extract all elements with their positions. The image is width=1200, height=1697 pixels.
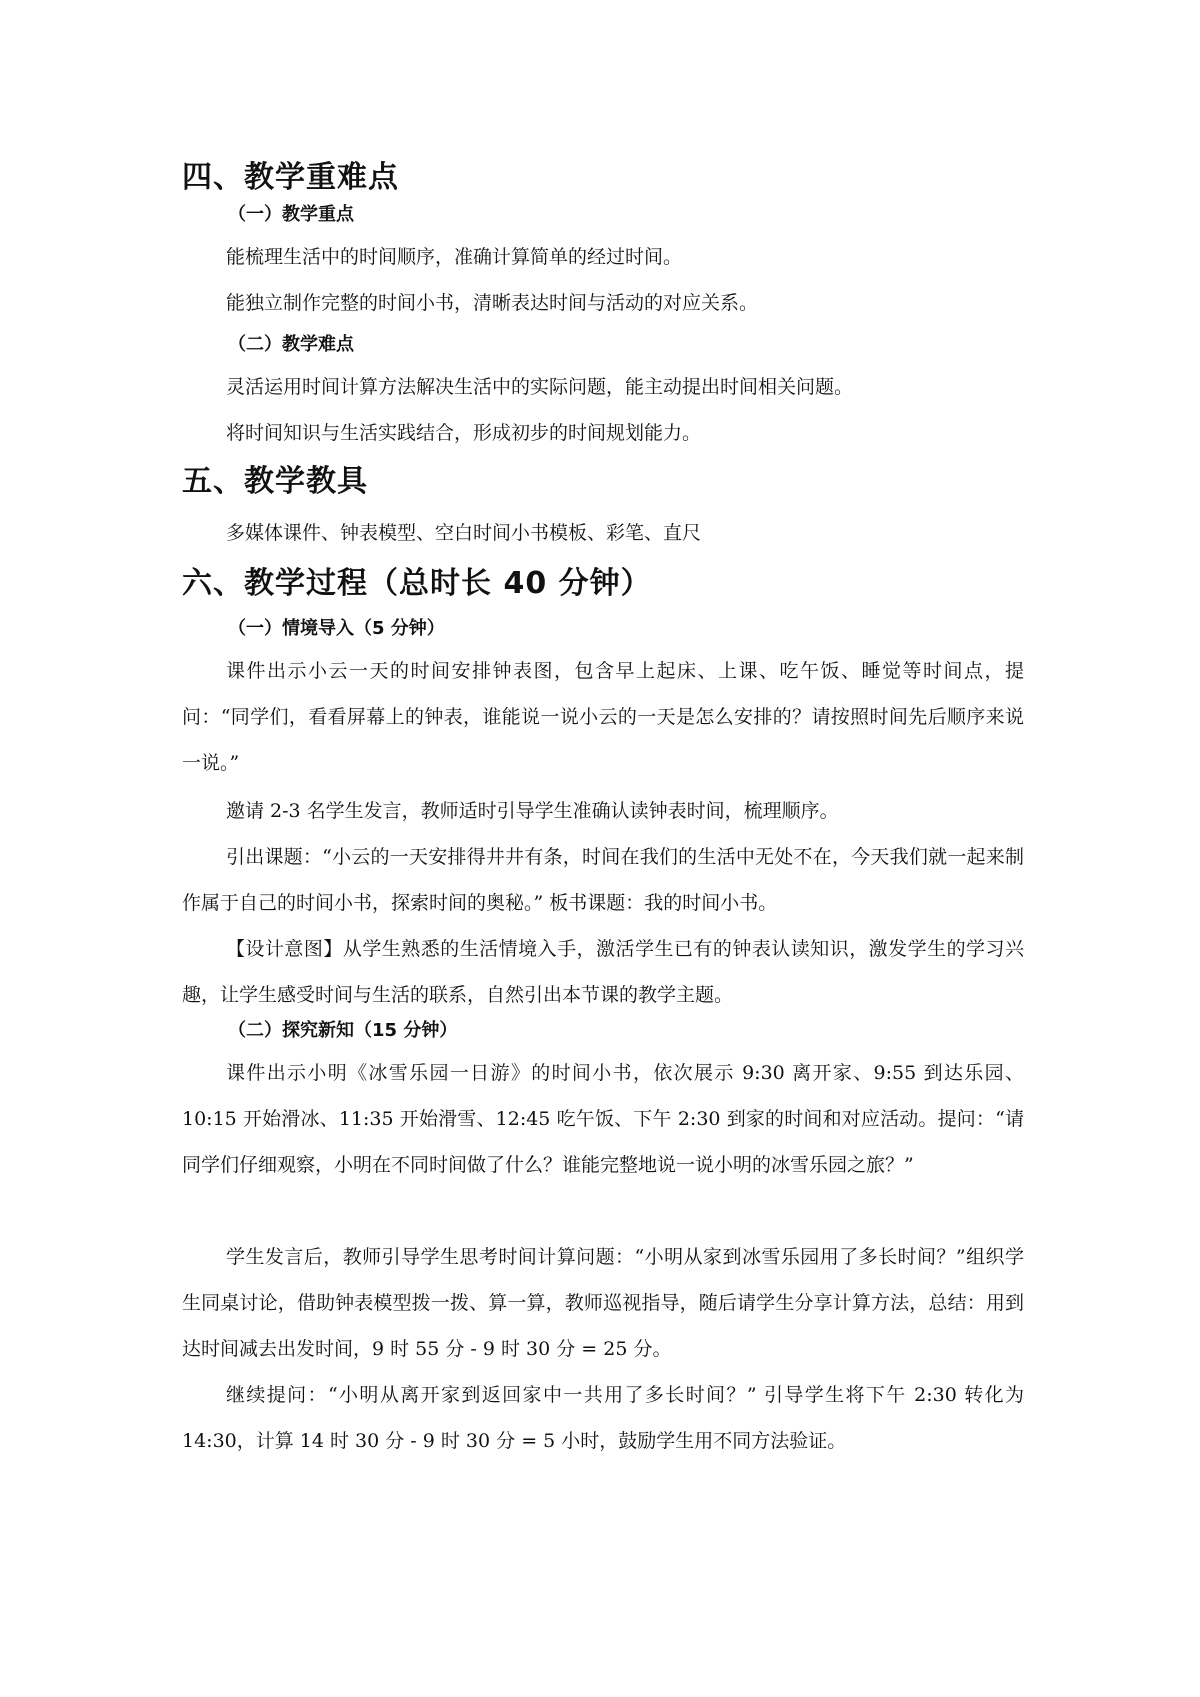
paragraph: 课件出示小明《冰雪乐园一日游》的时间小书，依次展示 9:30 离开家、9:55 到达乐园、10:15 开始滑冰、11:35 开始滑雪、12:45 吃午饭、下午 2:30 到家的时间和对应活动。提问：“请同学们仔细观察，小明在不同时间做了什么？谁能完整地说一说小明的冰雪乐园之旅？”: [182, 1062, 1024, 1176]
paragraph: 邀请 2-3 名学生发言，教师适时引导学生准确认读钟表时间，梳理顺序。: [226, 800, 839, 822]
section-heading-teaching-process: 六、教学过程（总时长 40 分钟）: [182, 566, 652, 601]
paragraph: 能梳理生活中的时间顺序，准确计算简单的经过时间。: [226, 246, 683, 268]
paragraph: 多媒体课件、钟表模型、空白时间小书模板、彩笔、直尺: [226, 522, 702, 544]
paragraph: 灵活运用时间计算方法解决生活中的实际问题，能主动提出时间相关问题。: [226, 376, 854, 398]
subheading-teaching-focus: （一）教学重点: [228, 204, 354, 225]
paragraph: 引出课题：“小云的一天安排得井井有条，时间在我们的生活中无处不在，今天我们就一起来制作属于自己的时间小书，探索时间的奥秘。” 板书课题：我的时间小书。: [182, 846, 1024, 914]
section-heading-teaching-key-points: 四、教学重难点: [182, 160, 399, 195]
paragraph: 课件出示小云一天的时间安排钟表图，包含早上起床、上课、吃午饭、睡觉等时间点，提问：“同学们，看看屏幕上的钟表，谁能说一说小云的一天是怎么安排的？请按照时间先后顺序来说一说。”: [182, 660, 1024, 774]
paragraph: 能独立制作完整的时间小书，清晰表达时间与活动的对应关系。: [226, 292, 759, 314]
subheading-teaching-difficulty: （二）教学难点: [228, 334, 354, 355]
paragraph: 学生发言后，教师引导学生思考时间计算问题：“小明从家到冰雪乐园用了多长时间？”组织学生同桌讨论，借助钟表模型拨一拨、算一算，教师巡视指导，随后请学生分享计算方法，总结：用到达时间减去出发时间，9 时 55 分 - 9 时 30 分 = 25 分。: [182, 1246, 1024, 1360]
paragraph: 继续提问：“小明从离开家到返回家中一共用了多长时间？” 引导学生将下午 2:30 转化为 14:30，计算 14 时 30 分 - 9 时 30 分 = 5 小时，鼓励学生用不同方法验证。: [182, 1384, 1024, 1452]
paragraph: 将时间知识与生活实践结合，形成初步的时间规划能力。: [226, 422, 702, 444]
section-heading-teaching-aids: 五、教学教具: [182, 464, 368, 499]
design-intent-paragraph: 【设计意图】从学生熟悉的生活情境入手，激活学生已有的钟表认读知识，激发学生的学习兴趣，让学生感受时间与生活的联系，自然引出本节课的教学主题。: [182, 938, 1024, 1006]
subheading-scenario-intro: （一）情境导入（5 分钟）: [228, 618, 445, 639]
subheading-explore-new-knowledge: （二）探究新知（15 分钟）: [228, 1020, 458, 1041]
